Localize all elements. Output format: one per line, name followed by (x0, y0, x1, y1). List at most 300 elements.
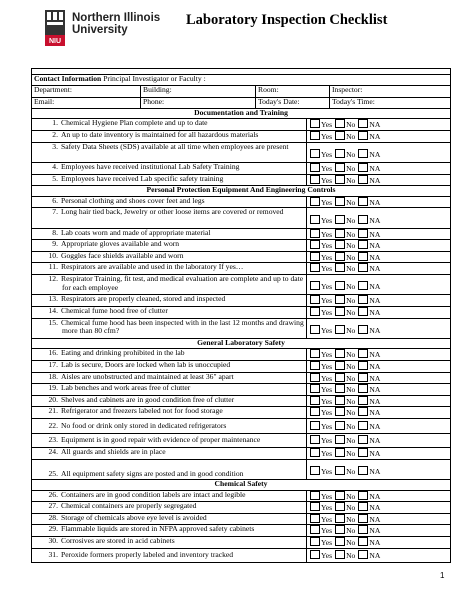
question-text: Respirator Training, fit test, and medical evaluation are complete and up to date for each employee (61, 274, 304, 292)
checklist-question (32, 419, 307, 434)
logo-badge: NIU (48, 38, 62, 45)
option-label-no: No (346, 503, 356, 513)
no-checkbox[interactable] (335, 163, 345, 172)
na-checkbox[interactable] (358, 435, 368, 444)
contact-info-label: Contact Information (34, 74, 102, 83)
checklist-question (32, 295, 307, 307)
question-number: 28. (48, 513, 58, 522)
na-checkbox[interactable] (358, 448, 368, 457)
yes-checkbox[interactable] (310, 197, 320, 206)
option-label-na: NA (369, 491, 381, 501)
na-checkbox[interactable] (358, 197, 368, 206)
yes-checkbox[interactable] (310, 384, 320, 393)
checklist-row (32, 251, 451, 263)
option-label-no: No (346, 537, 356, 547)
checklist-row (32, 228, 451, 240)
yes-checkbox[interactable] (310, 119, 320, 128)
question-number: 14. (48, 306, 58, 315)
department-field[interactable]: Department: (32, 86, 141, 97)
checklist-row (32, 196, 451, 208)
option-label-yes: Yes (321, 526, 333, 536)
option-label-yes: Yes (321, 514, 333, 524)
question-text: Corrosives are stored in acid cabinets (61, 536, 175, 545)
checklist-row (32, 208, 451, 228)
option-label-yes: Yes (321, 491, 333, 501)
answer-options (307, 275, 451, 295)
answer-options (307, 228, 451, 240)
yes-checkbox[interactable] (310, 240, 320, 249)
option-label-yes: Yes (321, 550, 333, 560)
yes-checkbox[interactable] (310, 149, 320, 158)
question-text: Peroxide formers properly labeled and inventory tracked (61, 549, 234, 559)
building-field[interactable]: Building: (141, 86, 256, 97)
room-field[interactable]: Room: (256, 86, 330, 97)
option-label-no: No (346, 385, 356, 395)
checklist-question (32, 349, 307, 361)
checklist-question (32, 395, 307, 407)
checklist-row (32, 536, 451, 548)
no-checkbox[interactable] (335, 384, 345, 393)
na-checkbox[interactable] (358, 502, 368, 511)
option-label-no: No (346, 163, 356, 173)
question-text: All equipment safety signs are posted and in good condition (61, 469, 244, 479)
answer-options (307, 419, 451, 434)
no-checkbox[interactable] (335, 396, 345, 405)
na-checkbox[interactable] (358, 307, 368, 316)
no-checkbox[interactable] (335, 448, 345, 457)
no-checkbox[interactable] (335, 325, 345, 334)
option-label-yes: Yes (321, 163, 333, 173)
yes-checkbox[interactable] (310, 325, 320, 334)
na-checkbox[interactable] (358, 550, 368, 559)
yes-checkbox[interactable] (310, 550, 320, 559)
question-text: An up to date inventory is maintained for all hazardous materials (61, 130, 259, 139)
option-label-yes: Yes (321, 241, 333, 251)
university-name-line1: Northern Illinois (72, 12, 161, 24)
option-label-na: NA (369, 120, 381, 130)
na-checkbox[interactable] (358, 163, 368, 172)
yes-checkbox[interactable] (310, 263, 320, 272)
section-header-row (32, 186, 451, 197)
no-checkbox[interactable] (335, 361, 345, 370)
no-checkbox[interactable] (335, 349, 345, 358)
option-label-no: No (346, 131, 356, 141)
na-checkbox[interactable] (358, 396, 368, 405)
option-label-na: NA (369, 197, 381, 207)
no-checkbox[interactable] (335, 537, 345, 546)
checklist-row (32, 162, 451, 174)
na-checkbox[interactable] (358, 407, 368, 416)
no-checkbox[interactable] (335, 435, 345, 444)
yes-checkbox[interactable] (310, 361, 320, 370)
option-label-na: NA (369, 408, 381, 418)
question-number: 19. (48, 383, 58, 393)
answer-options (307, 407, 451, 419)
checklist-row (32, 372, 451, 384)
yes-checkbox[interactable] (310, 175, 320, 184)
option-label-na: NA (369, 396, 381, 406)
answer-options (307, 263, 451, 275)
question-text: Chemical containers are properly segregated (61, 501, 197, 511)
option-label-no: No (346, 149, 356, 159)
checklist-row (32, 361, 451, 373)
question-number: 11. (48, 262, 58, 272)
option-label-na: NA (369, 149, 381, 159)
section-title: Documentation and Training (32, 108, 451, 119)
inspector-field[interactable]: Inspector: (330, 86, 451, 97)
question-text: Chemical fume hood has been inspected with in the last 12 months and drawing more than 80 cfm? (61, 318, 304, 336)
option-label-na: NA (369, 526, 381, 536)
option-label-yes: Yes (321, 396, 333, 406)
question-text: Personal clothing and shoes cover feet and legs (61, 196, 205, 205)
checklist-question (32, 142, 307, 162)
option-label-na: NA (369, 362, 381, 372)
no-checkbox[interactable] (335, 197, 345, 206)
yes-checkbox[interactable] (310, 407, 320, 416)
question-number: 25. (48, 469, 58, 479)
option-label-na: NA (369, 252, 381, 262)
answer-options (307, 433, 451, 448)
yes-checkbox[interactable] (310, 448, 320, 457)
question-text: Chemical Hygiene Plan complete and up to date (61, 118, 208, 128)
section-title: Personal Protection Equipment And Engineering Controls (32, 186, 451, 197)
question-text: Safety Data Sheets (SDS) available at all time when employees are present (61, 142, 289, 151)
na-checkbox[interactable] (358, 373, 368, 382)
checklist-row (32, 448, 451, 460)
option-label-na: NA (369, 385, 381, 395)
question-text: Long hair tied back, Jewelry or other loose items are covered or removed (61, 207, 284, 217)
na-checkbox[interactable] (358, 263, 368, 272)
checklist-question (32, 275, 307, 295)
na-checkbox[interactable] (358, 215, 368, 224)
option-label-yes: Yes (321, 537, 333, 547)
option-label-na: NA (369, 373, 381, 383)
section-header-row (32, 108, 451, 119)
checklist-question (32, 174, 307, 186)
yes-checkbox[interactable] (310, 131, 320, 140)
no-checkbox[interactable] (335, 295, 345, 304)
option-label-na: NA (369, 264, 381, 274)
question-number: 7. (52, 207, 58, 217)
yes-checkbox[interactable] (310, 307, 320, 316)
checklist-question (32, 407, 307, 419)
option-label-yes: Yes (321, 385, 333, 395)
yes-checkbox[interactable] (310, 281, 320, 290)
na-checkbox[interactable] (358, 281, 368, 290)
section-title: Chemical Safety (32, 480, 451, 491)
checklist-row (32, 384, 451, 396)
checklist-row (32, 142, 451, 162)
todays-date-field[interactable]: Today's Date: (256, 97, 330, 108)
option-label-yes: Yes (321, 252, 333, 262)
option-label-yes: Yes (321, 350, 333, 360)
option-label-no: No (346, 436, 356, 445)
question-text: Containers are in good condition labels are intact and legible (61, 490, 246, 499)
no-checkbox[interactable] (335, 263, 345, 272)
question-number: 16. (48, 348, 58, 358)
option-label-na: NA (369, 436, 381, 445)
option-label-na: NA (369, 131, 381, 141)
yes-checkbox[interactable] (310, 491, 320, 500)
question-text: Eating and drinking prohibited in the lab (61, 348, 185, 358)
option-label-yes: Yes (321, 467, 333, 477)
option-label-no: No (346, 252, 356, 262)
na-checkbox[interactable] (358, 149, 368, 158)
inspection-checklist-table (31, 68, 451, 563)
checklist-question (32, 448, 307, 460)
option-label-no: No (346, 467, 356, 477)
question-text: Respirators are properly cleaned, stored and inspected (61, 294, 226, 304)
question-text: Refrigerator and freezers labeled not for food storage (61, 406, 223, 416)
option-label-yes: Yes (321, 197, 333, 207)
question-number: 17. (48, 360, 58, 370)
option-label-yes: Yes (321, 362, 333, 372)
checklist-row (32, 307, 451, 319)
question-number: 26. (48, 490, 58, 499)
checklist-question (32, 263, 307, 275)
checklist-question (32, 208, 307, 228)
option-label-yes: Yes (321, 264, 333, 274)
yes-checkbox[interactable] (310, 537, 320, 546)
na-checkbox[interactable] (358, 229, 368, 238)
no-checkbox[interactable] (335, 119, 345, 128)
option-label-na: NA (369, 241, 381, 251)
no-checkbox[interactable] (335, 149, 345, 158)
question-number: 23. (48, 435, 58, 444)
option-label-na: NA (369, 175, 381, 185)
yes-checkbox[interactable] (310, 252, 320, 261)
checklist-row (32, 318, 451, 338)
option-label-yes: Yes (321, 408, 333, 418)
page-title: Laboratory Inspection Checklist (186, 12, 388, 28)
question-number: 15. (48, 318, 58, 327)
option-label-na: NA (369, 229, 381, 239)
page-number: 1 (440, 571, 445, 580)
question-text: Respirators are available and used in the laboratory If yes… (61, 262, 244, 272)
answer-options (307, 459, 451, 479)
question-number: 27. (48, 501, 58, 511)
yes-checkbox[interactable] (310, 421, 320, 430)
question-text: Lab benches and work areas free of clutter (61, 383, 191, 393)
yes-checkbox[interactable] (310, 349, 320, 358)
option-label-yes: Yes (321, 215, 333, 225)
checklist-row (32, 513, 451, 525)
na-checkbox[interactable] (358, 537, 368, 546)
checklist-row (32, 502, 451, 514)
no-checkbox[interactable] (335, 421, 345, 430)
na-checkbox[interactable] (358, 119, 368, 128)
yes-checkbox[interactable] (310, 229, 320, 238)
option-label-no: No (346, 396, 356, 406)
question-number: 13. (48, 294, 58, 304)
checklist-row (32, 525, 451, 537)
option-label-yes: Yes (321, 175, 333, 185)
no-checkbox[interactable] (335, 307, 345, 316)
no-checkbox[interactable] (335, 175, 345, 184)
yes-checkbox[interactable] (310, 215, 320, 224)
niu-logo (44, 10, 161, 48)
na-checkbox[interactable] (358, 131, 368, 140)
question-number: 9. (52, 239, 58, 249)
question-text: Flammable liquids are stored in NFPA approved safety cabinets (61, 524, 255, 534)
question-text: Chemical fume hood free of clutter (61, 306, 168, 315)
yes-checkbox[interactable] (310, 525, 320, 534)
yes-checkbox[interactable] (310, 295, 320, 304)
checklist-row (32, 548, 451, 563)
na-checkbox[interactable] (358, 491, 368, 500)
no-checkbox[interactable] (335, 502, 345, 511)
na-checkbox[interactable] (358, 514, 368, 523)
question-text: Equipment is in good repair with evidence of proper maintenance (61, 435, 261, 444)
yes-checkbox[interactable] (310, 163, 320, 172)
option-label-na: NA (369, 308, 381, 317)
question-text: All guards and shields are in place (61, 447, 166, 457)
option-label-yes: Yes (321, 149, 333, 159)
na-checkbox[interactable] (358, 349, 368, 358)
question-number: 29. (48, 524, 58, 534)
question-text: Aisles are unobstructed and maintained at least 36" apart (61, 372, 234, 381)
answer-options (307, 196, 451, 208)
no-checkbox[interactable] (335, 215, 345, 224)
answer-options (307, 349, 451, 361)
option-label-no: No (346, 229, 356, 239)
contact-info-pi-label: Principal Investigator or Faculty : (101, 74, 206, 83)
no-checkbox[interactable] (335, 525, 345, 534)
checklist-row (32, 433, 451, 448)
answer-options (307, 119, 451, 131)
option-label-no: No (346, 308, 356, 317)
no-checkbox[interactable] (335, 281, 345, 290)
no-checkbox[interactable] (335, 131, 345, 140)
checklist-row (32, 349, 451, 361)
checklist-question (32, 240, 307, 252)
checklist-question (32, 502, 307, 514)
option-label-yes: Yes (321, 373, 333, 383)
answer-options (307, 361, 451, 373)
answer-options (307, 251, 451, 263)
na-checkbox[interactable] (358, 384, 368, 393)
no-checkbox[interactable] (335, 407, 345, 416)
answer-options (307, 525, 451, 537)
no-checkbox[interactable] (335, 252, 345, 261)
question-text: Employees have received Lab specific safety training (61, 174, 224, 183)
no-checkbox[interactable] (335, 240, 345, 249)
option-label-yes: Yes (321, 229, 333, 239)
yes-checkbox[interactable] (310, 435, 320, 444)
question-number: 21. (48, 406, 58, 416)
question-number: 10. (48, 251, 58, 260)
phone-field[interactable]: Phone: (141, 97, 256, 108)
checklist-question (32, 130, 307, 142)
university-name (72, 12, 160, 36)
location-row (32, 86, 451, 97)
option-label-no: No (346, 550, 356, 560)
question-number: 1. (52, 118, 58, 128)
question-number: 2. (52, 130, 58, 139)
no-checkbox[interactable] (335, 466, 345, 475)
answer-options (307, 448, 451, 460)
yes-checkbox[interactable] (310, 502, 320, 511)
option-label-no: No (346, 282, 356, 292)
checklist-row (32, 263, 451, 275)
section-header-row (32, 338, 451, 349)
checklist-question (32, 459, 307, 479)
no-checkbox[interactable] (335, 514, 345, 523)
contact-row (32, 75, 451, 86)
checklist-question (32, 513, 307, 525)
option-label-yes: Yes (321, 449, 333, 459)
checklist-question (32, 196, 307, 208)
question-number: 12. (48, 274, 58, 284)
university-name-line2: University (72, 24, 128, 36)
yes-checkbox[interactable] (310, 466, 320, 475)
checklist-row (32, 130, 451, 142)
section-header-row (32, 480, 451, 491)
checklist-row (32, 419, 451, 434)
na-checkbox[interactable] (358, 175, 368, 184)
na-checkbox[interactable] (358, 466, 368, 475)
option-label-yes: Yes (321, 325, 333, 335)
answer-options (307, 130, 451, 142)
option-label-na: NA (369, 449, 381, 459)
option-label-yes: Yes (321, 120, 333, 130)
question-text: Goggles face shields available and worn (61, 251, 184, 260)
checklist-row (32, 119, 451, 131)
checklist-question (32, 228, 307, 240)
option-label-na: NA (369, 514, 381, 524)
answer-options (307, 208, 451, 228)
no-checkbox[interactable] (335, 550, 345, 559)
no-checkbox[interactable] (335, 491, 345, 500)
contact-info-cell[interactable] (32, 75, 451, 86)
question-number: 18. (48, 372, 58, 381)
answer-options (307, 318, 451, 338)
no-checkbox[interactable] (335, 373, 345, 382)
no-checkbox[interactable] (335, 229, 345, 238)
option-label-no: No (346, 296, 356, 306)
na-checkbox[interactable] (358, 295, 368, 304)
option-label-no: No (346, 175, 356, 185)
yes-checkbox[interactable] (310, 514, 320, 523)
option-label-na: NA (369, 467, 381, 477)
question-text: No food or drink only stored in dedicated refrigerators (61, 420, 227, 430)
option-label-yes: Yes (321, 131, 333, 141)
na-checkbox[interactable] (358, 252, 368, 261)
answer-options (307, 384, 451, 396)
option-label-na: NA (369, 215, 381, 225)
option-label-no: No (346, 373, 356, 383)
na-checkbox[interactable] (358, 240, 368, 249)
question-text: Shelves and cabinets are in good condition free of clutter (61, 395, 235, 404)
na-checkbox[interactable] (358, 325, 368, 334)
checklist-question (32, 318, 307, 338)
question-number: 24. (48, 447, 58, 457)
na-checkbox[interactable] (358, 525, 368, 534)
checklist-question (32, 490, 307, 502)
todays-time-field[interactable]: Today's Time: (330, 97, 451, 108)
niu-building-icon (44, 10, 66, 46)
email-field[interactable]: Email: (32, 97, 141, 108)
option-label-no: No (346, 120, 356, 130)
option-label-no: No (346, 241, 356, 251)
answer-options (307, 295, 451, 307)
yes-checkbox[interactable] (310, 396, 320, 405)
answer-options (307, 536, 451, 548)
na-checkbox[interactable] (358, 361, 368, 370)
yes-checkbox[interactable] (310, 373, 320, 382)
na-checkbox[interactable] (358, 421, 368, 430)
question-text: Lab coats worn and made of appropriate material (61, 228, 211, 237)
